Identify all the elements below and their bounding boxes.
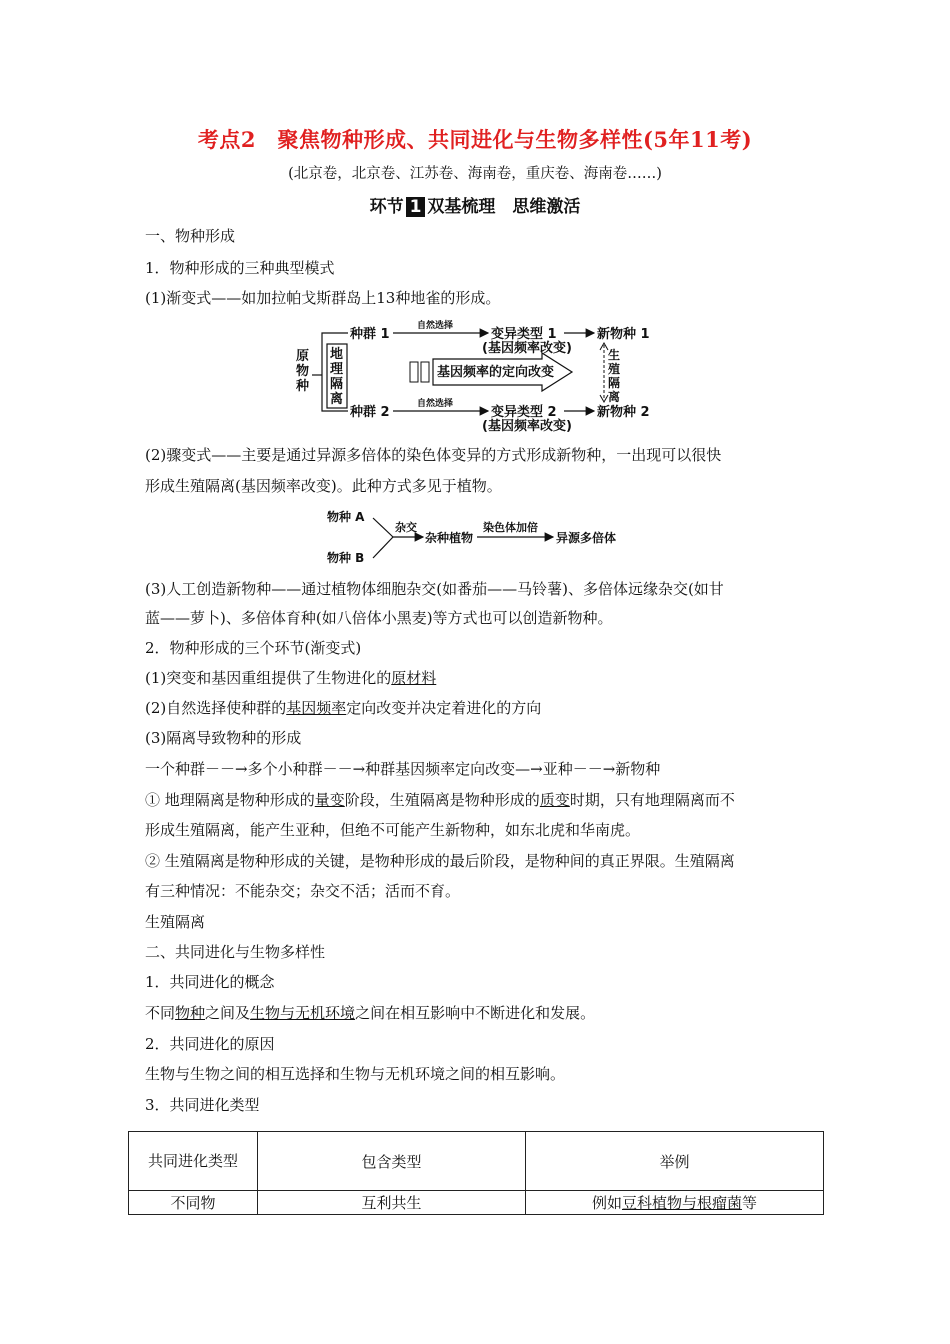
text-line: ② 生殖隔离是物种形成的关键，是物种形成的最后阶段，是物种间的真正界限。生殖隔离 — [145, 852, 735, 870]
population-1: 种群 1 — [350, 327, 390, 342]
geo-char: 隔 — [330, 377, 344, 392]
text-segment: (1)突变和基因重组提供了生物进化的 — [145, 669, 392, 687]
geo-char: 理 — [330, 362, 344, 377]
table-header-cell: 共同进化类型 — [129, 1132, 258, 1191]
text-line: 形成生殖隔离，能产生亚种，但绝不可能产生新物种，如东北虎和华南虎。 — [145, 821, 641, 839]
geo-char: 地 — [330, 347, 344, 362]
table-header-row — [129, 1132, 824, 1191]
text-segment: 之间在相互影响中不断进化和发展。 — [355, 1004, 596, 1022]
species-a: 物种 A — [327, 510, 365, 524]
page-title: 考点2 聚焦物种形成、共同进化与生物多样性(5年11考) — [197, 127, 753, 152]
table-header-cell: 举例 — [526, 1132, 824, 1191]
keyword-underlined: 生物与无机环境 — [250, 1004, 356, 1022]
keyword-underlined: 原材料 — [391, 669, 437, 687]
text-segment: 时期，只有地理隔离而不 — [569, 791, 735, 809]
text-line: 1．物种形成的三种典型模式 — [145, 259, 335, 277]
section-number-badge: 1 — [406, 197, 426, 217]
repro-char: 隔 — [608, 376, 621, 390]
text-segment: ① 地理隔离是物种形成的 — [145, 791, 315, 809]
section-prefix: 环节 — [369, 197, 404, 217]
text-line: 形成生殖隔离(基因频率改变)。此种方式多见于植物。 — [145, 477, 502, 495]
table-cell: 互利共生 — [258, 1191, 526, 1215]
species-b: 物种 B — [327, 551, 365, 565]
section-heading — [0, 192, 950, 217]
population-2: 种群 2 — [350, 405, 390, 420]
text-line: 一个种群－－→多个小种群－－→种群基因频率定向改变—→亚种－－→新物种 — [145, 760, 661, 778]
origin-char: 种 — [296, 379, 310, 394]
text-line: 3．共同进化类型 — [145, 1096, 260, 1114]
text-line: 2．共同进化的原因 — [145, 1035, 275, 1053]
keyword-underlined: 量变 — [314, 791, 345, 809]
text-segment: 阶段，生殖隔离是物种形成的 — [344, 791, 540, 809]
gene-frequency-note: (基因频率改变) — [482, 419, 572, 434]
text-line: 生物与生物之间的相互选择和生物与无机环境之间的相互影响。 — [145, 1065, 566, 1083]
text-line — [145, 786, 825, 814]
natural-selection-label: 自然选择 — [417, 321, 454, 331]
keyword-underlined: 豆科植物与根瘤菌 — [621, 1194, 742, 1212]
doubling-label: 染色体加倍 — [483, 521, 538, 534]
gradual-speciation-diagram — [290, 318, 662, 434]
cross-label: 杂交 — [395, 521, 417, 534]
repro-char: 殖 — [608, 362, 621, 376]
text-line: 一、物种形成 — [145, 227, 236, 245]
table-row — [129, 1191, 824, 1215]
directional-change-label: 基因频率的定向改变 — [437, 365, 555, 380]
abrupt-speciation-diagram — [325, 506, 635, 568]
text-segment: 例如 — [591, 1194, 622, 1212]
origin-char: 物 — [296, 364, 310, 379]
natural-selection-label: 自然选择 — [417, 399, 454, 409]
hybrid-plant: 杂种植物 — [425, 531, 474, 545]
coevolution-types-table — [128, 1131, 824, 1215]
geo-char: 离 — [330, 392, 344, 407]
table-cell: 不同物 — [129, 1191, 258, 1215]
text-segment: (2)自然选择使种群的 — [145, 699, 287, 717]
text-line: (1)渐变式——如加拉帕戈斯群岛上13种地雀的形成。 — [145, 289, 501, 307]
text-line: 2．物种形成的三个环节(渐变式) — [145, 639, 362, 657]
keyword-underlined: 质变 — [539, 791, 570, 809]
repro-char: 生 — [608, 348, 621, 362]
table-cell — [526, 1191, 824, 1215]
big-direction-arrow — [410, 353, 572, 391]
text-segment: 不同 — [145, 1004, 176, 1022]
origin-char: 原 — [296, 349, 310, 364]
keyword-underlined: 物种 — [175, 1004, 206, 1022]
text-line: 蓝——萝卜)、多倍体育种(如八倍体小黑麦)等方式也可以创造新物种。 — [145, 609, 613, 627]
variation-type-1: 变异类型 1 — [491, 327, 557, 342]
text-line: 1．共同进化的概念 — [145, 973, 275, 991]
keyword-underlined: 基因频率 — [286, 699, 347, 717]
section-title: 双基梳理 思维激活 — [427, 197, 581, 217]
text-segment: 定向改变并决定着进化的方向 — [346, 699, 542, 717]
text-line: (3)隔离导致物种的形成 — [145, 729, 302, 747]
text-segment: 等 — [742, 1194, 758, 1212]
table-header-cell: 包含类型 — [258, 1132, 526, 1191]
text-line — [145, 664, 825, 692]
text-line: 有三种情况：不能杂交；杂交不活；活而不育。 — [145, 882, 461, 900]
repro-char: 离 — [608, 390, 621, 404]
allopolyploid: 异源多倍体 — [556, 531, 617, 545]
text-line — [145, 694, 825, 722]
new-species-1: 新物种 1 — [597, 327, 650, 342]
text-segment: 之间及 — [205, 1004, 251, 1022]
text-line: (3)人工创造新物种——通过植物体细胞杂交(如番茄——马铃薯)、多倍体远缘杂交(如甘 — [145, 580, 724, 598]
text-line — [145, 999, 825, 1027]
page-subtitle: (北京卷，北京卷、江苏卷、海南卷，重庆卷、海南卷……) — [288, 166, 662, 182]
text-line: 二、共同进化与生物多样性 — [145, 943, 326, 961]
gene-frequency-note: (基因频率改变) — [482, 341, 572, 356]
text-line: (2)骤变式——主要是通过异源多倍体的染色体变异的方式形成新物种，一出现可以很快 — [145, 446, 722, 464]
text-line: 生殖隔离 — [145, 913, 206, 931]
variation-type-2: 变异类型 2 — [491, 405, 557, 420]
new-species-2: 新物种 2 — [597, 405, 650, 420]
